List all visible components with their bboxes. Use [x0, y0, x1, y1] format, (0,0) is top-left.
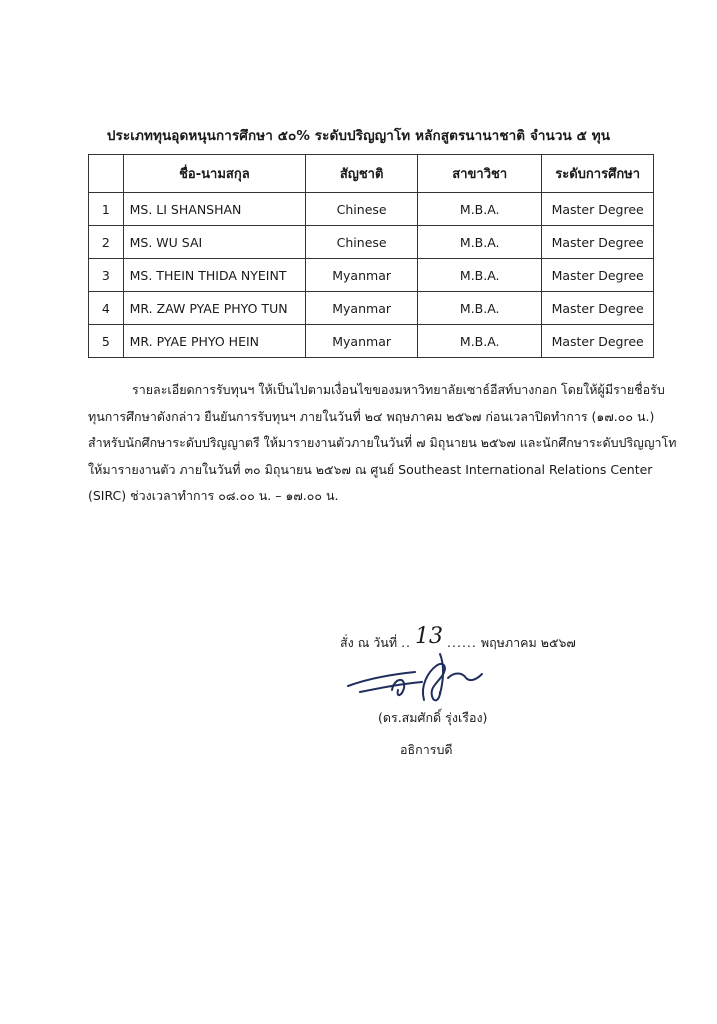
- table-row: [89, 292, 654, 325]
- table-row: [89, 325, 654, 358]
- student-major: M.B.A.: [418, 193, 542, 226]
- table-row: [89, 259, 654, 292]
- paragraph-line: ทุนการศึกษาดังกล่าว ยืนยันการรับทุนฯ ภายในวันที่ ๒๔ พฤษภาคม ๒๕๖๗ ก่อนเวลาปิดทำการ (๑๗.๐๐ น.): [88, 408, 655, 424]
- student-major: M.B.A.: [418, 325, 542, 358]
- student-level: Master Degree: [542, 193, 654, 226]
- student-name: MS. LI SHANSHAN: [123, 193, 306, 226]
- table-header-row: [89, 155, 654, 193]
- paragraph-line: ให้มารายงานตัว ภายในวันที่ ๓๐ มิถุนายน ๒๕๖๗ ณ ศูนย์ Southeast International Relations Center: [88, 461, 653, 477]
- row-number: 1: [89, 193, 124, 226]
- student-name: MS. WU SAI: [123, 226, 306, 259]
- student-level: Master Degree: [542, 226, 654, 259]
- row-number: 4: [89, 292, 124, 325]
- col-header-level: ระดับการศึกษา: [542, 155, 654, 193]
- col-header-major: สาขาวิชา: [418, 155, 542, 193]
- scholarship-table: [88, 154, 654, 358]
- student-major: M.B.A.: [418, 259, 542, 292]
- col-header-no: [89, 155, 124, 193]
- signer-name: (ดร.สมศักดิ์ รุ่งเรือง): [378, 710, 488, 725]
- paragraph-line: รายละเอียดการรับทุนฯ ให้เป็นไปตามเงื่อนไขของมหาวิทยาลัยเซาธ์อีสท์บางกอก โดยให้ผู้มีรายชื่อรับ: [132, 382, 665, 397]
- row-number: 3: [89, 259, 124, 292]
- student-nationality: Myanmar: [306, 259, 418, 292]
- paragraph-line: สำหรับนักศึกษาระดับปริญญาตรี ให้มารายงานตัวภายในวันที่ ๗ มิถุนายน ๒๕๖๗ และนักศึกษาระดับปริญญาโท: [88, 435, 677, 450]
- student-nationality: Myanmar: [306, 325, 418, 358]
- table-row: [89, 193, 654, 226]
- row-number: 5: [89, 325, 124, 358]
- student-level: Master Degree: [542, 292, 654, 325]
- student-name: MS. THEIN THIDA NYEINT: [123, 259, 306, 292]
- student-major: M.B.A.: [418, 292, 542, 325]
- row-number: 2: [89, 226, 124, 259]
- signer-position: อธิการบดี: [400, 742, 453, 757]
- order-month-year: พฤษภาคม ๒๕๖๗: [480, 635, 576, 650]
- date-dots-before: ..: [401, 635, 412, 650]
- student-level: Master Degree: [542, 259, 654, 292]
- student-nationality: Chinese: [306, 226, 418, 259]
- order-date-prefix: สั่ง ณ วันที่: [340, 635, 398, 650]
- handwritten-day: 13: [415, 624, 444, 649]
- student-nationality: Chinese: [306, 193, 418, 226]
- date-dots-after: ......: [447, 635, 477, 650]
- student-name: MR. ZAW PYAE PHYO TUN: [123, 292, 306, 325]
- paragraph-line: (SIRC) ช่วงเวลาทำการ ๐๘.๐๐ น. – ๑๗.๐๐ น.: [88, 488, 339, 503]
- conditions-paragraph: [88, 377, 677, 510]
- document-title: ประเภททุนอุดหนุนการศึกษา ๕๐% ระดับปริญญาโท หลักสูตรนานาชาติ จำนวน ๕ ทุน: [106, 128, 611, 144]
- table-row: [89, 226, 654, 259]
- student-name: MR. PYAE PHYO HEIN: [123, 325, 306, 358]
- student-level: Master Degree: [542, 325, 654, 358]
- student-major: M.B.A.: [418, 226, 542, 259]
- student-nationality: Myanmar: [306, 292, 418, 325]
- col-header-name: ชื่อ-นามสกุล: [123, 155, 306, 193]
- col-header-nationality: สัญชาติ: [306, 155, 418, 193]
